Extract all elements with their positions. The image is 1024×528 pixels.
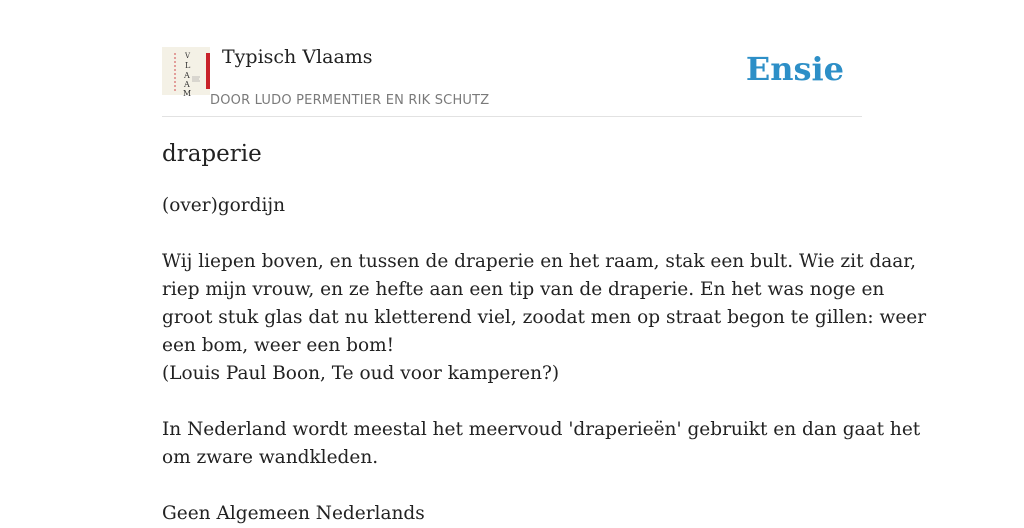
svg-text:A: A [184,80,190,89]
book-cover-logo[interactable] [162,47,210,98]
paragraph-spacer [162,220,862,248]
svg-text:A: A [184,71,190,80]
paragraph-spacer [162,388,862,416]
entry-header [162,136,862,172]
quote-line: riep mijn vrouw, en ze hefte aan een tip van de draperie. En het was noge en [162,279,885,300]
book-authors: DOOR LUDO PERMENTIER EN RIK SCHUTZ [210,93,490,108]
entry-headword: draperie [162,141,262,167]
quote-line: groot stuk glas dat nu kletterend viel, zoodat men op straat begon te gillen: weer [162,307,927,328]
quote-source: (Louis Paul Boon, Te oud voor kamperen?) [162,363,560,384]
entry-definition [162,192,927,528]
book-title-link[interactable]: Typisch Vlaams [222,46,373,68]
book-cover-icon [162,47,210,98]
ensie-logo-link[interactable]: Ensie [745,50,844,88]
svg-text:V: V [185,52,191,60]
quote-line: een bom, weer een bom! [162,335,395,356]
note-line: om zware wandkleden. [162,447,379,468]
book-header [162,40,862,117]
usage-label: Geen Algemeen Nederlands [162,503,425,524]
svg-text:L: L [185,61,191,70]
svg-text:M: M [183,89,192,98]
definition-short: (over)gordijn [162,195,286,216]
note-line: In Nederland wordt meestal het meervoud 'draperieën' gebruikt en dan gaat het [162,419,921,440]
quote-line: Wij liepen boven, en tussen de draperie en het raam, stak een bult. Wie zit daar, [162,251,916,272]
paragraph-spacer [162,472,862,500]
